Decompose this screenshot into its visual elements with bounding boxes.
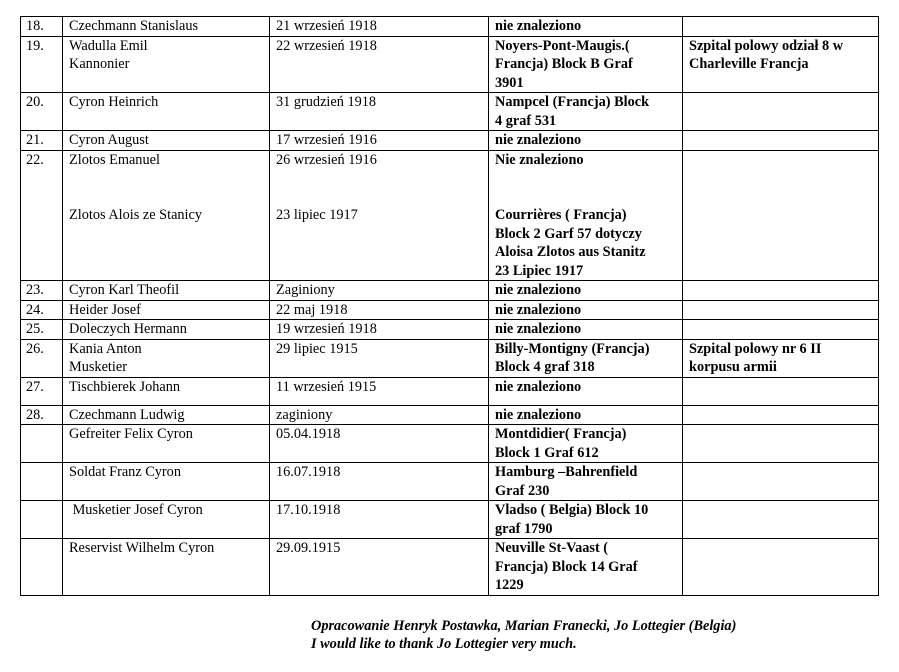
grave-location-cell	[489, 539, 683, 596]
death-date-line: 17 wrzesień 1916	[276, 132, 377, 148]
row-number: 25.	[26, 321, 44, 337]
table-row	[21, 281, 879, 301]
table-row	[21, 377, 879, 405]
table-row	[21, 339, 879, 377]
footer-credits-line: Opracowanie Henryk Postawka, Marian Franecki, Jo Lottegier (Belgia)	[311, 618, 737, 634]
grave-location-line: Hamburg –Bahrenfield	[495, 464, 638, 480]
grave-location-cell	[489, 300, 683, 320]
note-line: Szpital polowy odział 8 w	[689, 37, 844, 54]
note-cell	[683, 93, 879, 131]
grave-location-line: Graf 230	[495, 482, 550, 499]
row-number-cell	[21, 501, 63, 539]
death-date-cell	[270, 131, 489, 151]
row-number: 21.	[26, 132, 44, 148]
death-date-cell	[270, 281, 489, 301]
grave-location-line: Block 1 Graf 612	[495, 444, 599, 461]
row-number-cell	[21, 425, 63, 463]
soldier-name-line: Doleczych Hermann	[69, 321, 187, 337]
note-cell	[683, 281, 879, 301]
note-cell	[683, 539, 879, 596]
soldier-name-cell	[63, 150, 270, 281]
soldier-name-line: Cyron Karl Theofil	[69, 282, 180, 298]
table-row	[21, 150, 879, 281]
note-cell	[683, 36, 879, 93]
death-date-cell	[270, 501, 489, 539]
death-date-line: 26 wrzesień 1916	[276, 151, 377, 168]
soldier-name-cell	[63, 501, 270, 539]
row-number-cell	[21, 339, 63, 377]
grave-location-line: Block 4 graf 318	[495, 359, 595, 375]
death-date-line: zaginiony	[276, 406, 333, 423]
note-cell	[683, 300, 879, 320]
death-date-line: 17.10.1918	[276, 502, 341, 518]
soldier-name-cell	[63, 339, 270, 377]
note-cell	[683, 320, 879, 340]
grave-location-line: 4 graf 531	[495, 112, 557, 129]
grave-location-line: nie znaleziono	[495, 378, 582, 395]
row-number: 20.	[26, 94, 44, 110]
table-row	[21, 425, 879, 463]
grave-location-line: Aloisa Zlotos aus Stanitz	[495, 244, 646, 260]
table-row	[21, 300, 879, 320]
grave-location-cell	[489, 17, 683, 37]
row-number: 18.	[26, 18, 44, 34]
grave-location-cell	[489, 405, 683, 425]
soldier-name-cell	[63, 425, 270, 463]
row-number: 19.	[26, 37, 44, 54]
row-number: 26.	[26, 340, 44, 357]
soldier-name-cell	[63, 131, 270, 151]
grave-location-cell	[489, 425, 683, 463]
grave-location-line: Courrières ( Francja)	[495, 207, 627, 223]
soldier-name-cell	[63, 463, 270, 501]
row-number-cell	[21, 377, 63, 405]
row-number: 23.	[26, 282, 44, 298]
soldier-name-line: Wadulla Emil	[69, 37, 148, 54]
grave-location-line: Nie znaleziono	[495, 151, 584, 168]
table-row	[21, 463, 879, 501]
table-row	[21, 320, 879, 340]
soldier-name-line: Cyron Heinrich	[69, 94, 159, 110]
death-date-cell	[270, 17, 489, 37]
table-row	[21, 36, 879, 93]
grave-location-line: Montdidier( Francja)	[495, 426, 627, 442]
grave-location-cell	[489, 150, 683, 281]
soldier-name-cell	[63, 405, 270, 425]
table-row	[21, 405, 879, 425]
death-date-cell	[270, 150, 489, 281]
spacer	[495, 169, 676, 206]
row-number-cell	[21, 300, 63, 320]
spacer	[276, 169, 482, 206]
death-date-line: 11 wrzesień 1915	[276, 378, 377, 395]
soldier-name-line: Gefreiter Felix Cyron	[69, 426, 193, 442]
row-number-cell	[21, 539, 63, 596]
soldier-name-cell	[63, 281, 270, 301]
soldier-name-line: Kania Anton	[69, 340, 142, 357]
row-number-cell	[21, 463, 63, 501]
note-cell	[683, 131, 879, 151]
row-number-cell	[21, 320, 63, 340]
grave-location-line: nie znaleziono	[495, 321, 582, 337]
soldier-name-line: Musketier	[69, 359, 127, 375]
soldier-name-line: Reservist Wilhelm Cyron	[69, 540, 215, 556]
grave-location-line: nie znaleziono	[495, 132, 582, 148]
table-row	[21, 17, 879, 37]
table-row	[21, 93, 879, 131]
spacer	[69, 169, 263, 206]
soldier-name-cell	[63, 300, 270, 320]
soldier-name-line: Czechmann Stanislaus	[69, 18, 199, 34]
soldier-name-line: Kannonier	[69, 56, 130, 72]
death-date-line: Zaginiony	[276, 282, 335, 298]
soldier-name-cell	[63, 320, 270, 340]
note-cell	[683, 339, 879, 377]
grave-location-line: Francja) Block B Graf	[495, 56, 633, 72]
soldier-name-line: Zlotos Alois ze Stanicy	[69, 207, 203, 223]
soldier-name-cell	[63, 36, 270, 93]
grave-location-line: Nampcel (Francja) Block	[495, 94, 650, 110]
death-date-line: 31 grudzień 1918	[276, 94, 377, 110]
note-cell	[683, 377, 879, 405]
table-row	[21, 539, 879, 596]
grave-location-line: Billy-Montigny (Francja)	[495, 340, 650, 357]
death-date-line: 05.04.1918	[276, 426, 341, 442]
note-cell	[683, 425, 879, 463]
soldier-name-line: Musketier Josef Cyron	[69, 502, 203, 518]
grave-location-line: 23 Lipiec 1917	[495, 262, 584, 279]
death-date-line: 19 wrzesień 1918	[276, 321, 377, 337]
note-cell	[683, 463, 879, 501]
grave-location-cell	[489, 320, 683, 340]
death-date-cell	[270, 539, 489, 596]
soldier-name-line: Czechmann Ludwig	[69, 406, 185, 423]
death-date-line: 16.07.1918	[276, 464, 341, 480]
death-date-line: 22 maj 1918	[276, 301, 348, 318]
grave-location-cell	[489, 281, 683, 301]
row-number: 24.	[26, 301, 44, 318]
note-cell	[683, 150, 879, 281]
grave-location-line: Vladso ( Belgia) Block 10	[495, 502, 649, 518]
grave-location-cell	[489, 377, 683, 405]
death-date-line: 22 wrzesień 1918	[276, 37, 377, 54]
death-date-line: 23 lipiec 1917	[276, 207, 358, 223]
soldier-name-line: Zlotos Emanuel	[69, 151, 160, 168]
grave-location-line: 1229	[495, 577, 524, 593]
row-number-cell	[21, 131, 63, 151]
soldier-name-line: Heider Josef	[69, 301, 141, 318]
soldier-name-cell	[63, 17, 270, 37]
soldier-name-line: Cyron August	[69, 132, 149, 148]
soldier-name-line: Soldat Franz Cyron	[69, 464, 181, 480]
row-number: 28.	[26, 406, 44, 423]
grave-location-line: Block 2 Garf 57 dotyczy	[495, 225, 642, 242]
graves-table	[20, 16, 879, 596]
soldier-name-cell	[63, 377, 270, 405]
death-date-cell	[270, 377, 489, 405]
note-line: Szpital polowy nr 6 II	[689, 340, 822, 357]
death-date-line: 29 lipiec 1915	[276, 340, 358, 357]
row-number: 27.	[26, 378, 44, 395]
death-date-cell	[270, 339, 489, 377]
note-cell	[683, 17, 879, 37]
death-date-cell	[270, 300, 489, 320]
grave-location-cell	[489, 463, 683, 501]
grave-location-line: nie znaleziono	[495, 282, 582, 298]
footer-thanks-line: I would like to thank Jo Lottegier very much.	[311, 636, 577, 652]
table-row	[21, 131, 879, 151]
soldier-name-cell	[63, 539, 270, 596]
note-cell	[683, 405, 879, 425]
death-date-line: 29.09.1915	[276, 540, 341, 556]
row-number: 22.	[26, 151, 44, 168]
row-number-cell	[21, 281, 63, 301]
death-date-cell	[270, 36, 489, 93]
row-number-cell	[21, 150, 63, 281]
footer-credits	[311, 617, 736, 653]
note-line: Charleville Francja	[689, 56, 809, 72]
row-number-cell	[21, 36, 63, 93]
grave-location-line: nie znaleziono	[495, 406, 582, 423]
soldier-name-cell	[63, 93, 270, 131]
grave-location-cell	[489, 131, 683, 151]
table-row	[21, 501, 879, 539]
row-number-cell	[21, 405, 63, 425]
grave-location-line: Francja) Block 14 Graf	[495, 558, 638, 575]
soldier-name-line: Tischbierek Johann	[69, 378, 181, 395]
row-number-cell	[21, 17, 63, 37]
grave-location-line: nie znaleziono	[495, 18, 582, 34]
death-date-cell	[270, 425, 489, 463]
grave-location-line: nie znaleziono	[495, 301, 582, 318]
death-date-cell	[270, 405, 489, 425]
grave-location-cell	[489, 339, 683, 377]
grave-location-cell	[489, 501, 683, 539]
grave-location-line: Noyers-Pont-Maugis.(	[495, 37, 630, 54]
row-number-cell	[21, 93, 63, 131]
note-line: korpusu armii	[689, 359, 777, 375]
death-date-cell	[270, 463, 489, 501]
death-date-cell	[270, 320, 489, 340]
grave-location-cell	[489, 93, 683, 131]
death-date-cell	[270, 93, 489, 131]
death-date-line: 21 wrzesień 1918	[276, 18, 377, 34]
grave-location-line: graf 1790	[495, 520, 553, 537]
grave-location-cell	[489, 36, 683, 93]
note-cell	[683, 501, 879, 539]
graves-table-body	[21, 17, 879, 596]
grave-location-line: 3901	[495, 74, 524, 91]
grave-location-line: Neuville St-Vaast (	[495, 540, 609, 556]
